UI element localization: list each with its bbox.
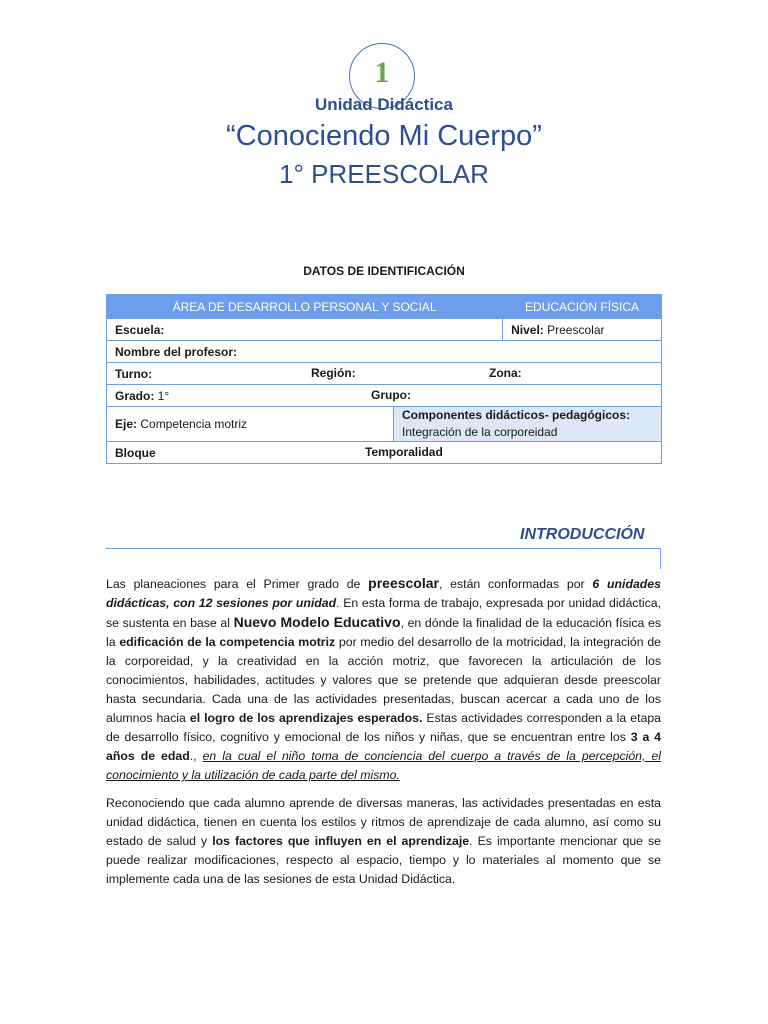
- p1-bold-learning: el logro de los aprendizajes esperados.: [189, 711, 423, 725]
- p1-text-4: , en dónde la finalidad de la educación física es la: [106, 616, 661, 649]
- p1-bold-age: 3 a 4 años de edad: [106, 730, 661, 763]
- document-subtitle: 1° PREESCOLAR: [279, 159, 489, 189]
- p2-bold-factors: los factores que influyen en el aprendizaje: [212, 834, 470, 848]
- identification-header-row: [107, 295, 662, 319]
- p1-text-5: por medio del desarrollo de la motricidad, la integración de la corporeidad, y la creatividad en la acción motriz, que favorecen la articulación de los conocimientos, habilidades, actitudes y valores que se pretende que adquieran desde preescolar hasta secundaria. Cada una de las actividades presentadas, buscan acercar a cada uno de los alumnos hacia: [106, 635, 661, 725]
- row-profesor: [107, 341, 662, 363]
- intro-divider: [106, 548, 661, 549]
- p1-text-3: . En esta forma de trabajo, expresada por unidad didáctica, se sustenta en base al: [106, 596, 661, 630]
- unit-number: 1: [374, 56, 390, 89]
- nivel-value: Preescolar: [543, 322, 605, 337]
- header-area: ÁREA DE DESARROLLO PERSONAL Y SOCIAL: [107, 295, 503, 319]
- grado-value: 1°: [154, 388, 170, 403]
- region-label: Región:: [311, 366, 356, 380]
- p2-text-2: . Es importante mencionar que se puede realizar modificaciones, respecto al espacio, tiempo y lo materiales al momento que se implemente cada una de las sesiones de esta Unidad Didáctica.: [106, 834, 662, 886]
- profesor-cell: [107, 341, 662, 363]
- turno-cell: [107, 363, 662, 385]
- eje-cell: [107, 407, 394, 442]
- componentes-label: Componentes didácticos- pedagógicos:: [402, 408, 631, 422]
- componentes-value: Integración de la corporeidad: [402, 425, 558, 439]
- p1-bold-competence: edificación de la competencia motriz: [119, 635, 336, 649]
- nivel-label: Nivel:: [511, 322, 544, 337]
- intro-divider-vertical: [660, 548, 661, 569]
- grupo-label: Grupo:: [371, 388, 411, 402]
- intro-heading: INTRODUCCIÓN: [520, 526, 645, 543]
- componentes-cell: [394, 407, 662, 442]
- turno-label: Turno:: [115, 366, 153, 381]
- row-grado: [107, 385, 662, 407]
- identification-heading: DATOS DE IDENTIFICACIÓN: [303, 264, 465, 278]
- bloque-cell: [107, 442, 662, 464]
- p1-text-6: Estas actividades corresponden a la etapa de desarrollo físico, cognitivo y emocional de los niños y niñas, que se encuentran entre los: [106, 711, 662, 744]
- profesor-label: Nombre del profesor:: [115, 344, 238, 359]
- unit-label: Unidad Didáctica: [315, 95, 453, 114]
- grado-cell: [107, 385, 662, 407]
- eje-value: Competencia motriz: [137, 417, 248, 431]
- zona-label: Zona:: [489, 366, 522, 380]
- row-eje: [107, 407, 662, 442]
- temporalidad-label: Temporalidad: [365, 445, 443, 459]
- p1-bold-italic-units: 6 unidades didácticas, con 12 sesiones por unidad: [106, 577, 661, 610]
- p1-text-1: Las planeaciones para el Primer grado de: [106, 577, 369, 591]
- intro-paragraph-2: [106, 794, 661, 889]
- row-bloque: [107, 442, 662, 464]
- escuela-cell: [107, 319, 503, 341]
- eje-label: Eje:: [115, 417, 138, 431]
- p1-text-7: .,: [189, 749, 203, 763]
- escuela-label: Escuela:: [115, 322, 165, 337]
- row-escuela: [107, 319, 662, 341]
- grado-label: Grado:: [115, 388, 155, 403]
- identification-table: [106, 294, 662, 464]
- bloque-label: Bloque: [115, 445, 156, 460]
- p1-bold-preescolar: preescolar: [368, 575, 439, 591]
- p1-bold-model: Nuevo Modelo Educativo: [233, 614, 401, 630]
- p1-underlined-italic: en la cual el niño toma de conciencia del cuerpo a través de la percepción, el conocimiento y la utilización de cada parte del mismo.: [106, 749, 662, 782]
- p2-text-1: Reconociendo que cada alumno aprende de diversas maneras, las actividades presentadas en esta unidad didáctica, tienen en cuenta los estilos y ritmos de aprendizaje de cada alumno, así como su estado de salud y: [106, 796, 661, 848]
- header-subject: EDUCACIÓN FÍSICA: [503, 295, 662, 319]
- document-title: “Conociendo Mi Cuerpo”: [226, 120, 542, 152]
- intro-paragraph-1: [106, 574, 661, 785]
- p1-text-2: , están conformadas por: [438, 577, 593, 591]
- nivel-cell: [503, 319, 662, 341]
- row-turno: [107, 363, 662, 385]
